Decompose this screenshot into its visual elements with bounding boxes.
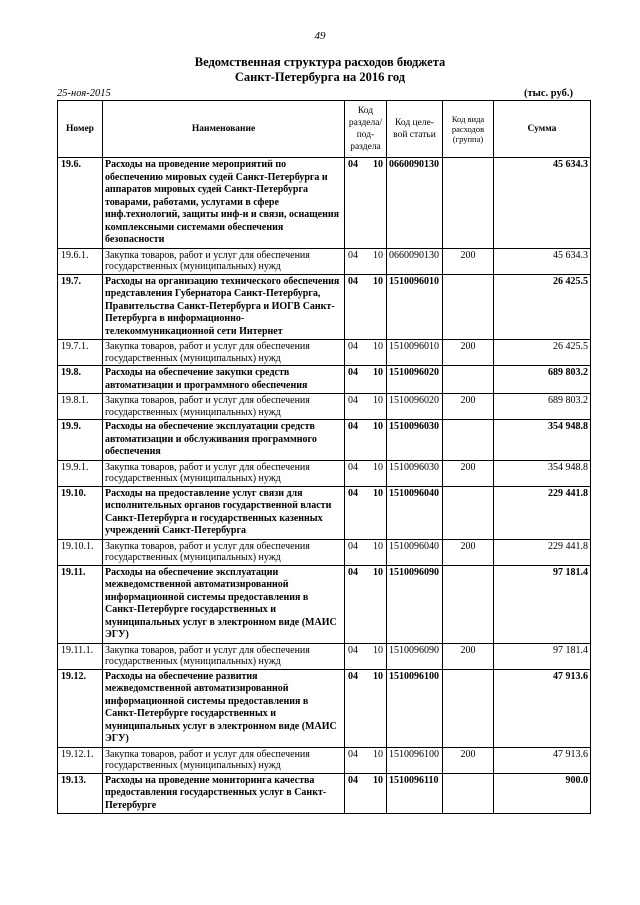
table-row (58, 747, 591, 773)
row-name: Закупка товаров, работ и услуг для обеспечения государственных (муниципальных) нужд (103, 248, 345, 274)
table-row (58, 340, 591, 366)
row-sum: 97 181.4 (494, 643, 591, 669)
row-article-code: 1510096100 (387, 669, 443, 747)
row-name: Расходы на проведение мероприятий по обеспечению мировых судей Санкт-Петербурга и аппаратов мировых судей Санкт-Петербурга товарами, работами, услугами в сфере инф.технологий, защиты инф-и и связи, оснащения комплексными системами обеспечения безопасности (103, 158, 345, 249)
row-section-code (345, 394, 387, 420)
row-sum: 229 441.8 (494, 486, 591, 539)
row-sum: 229 441.8 (494, 539, 591, 565)
row-number: 19.6. (58, 158, 103, 249)
row-number: 19.12.1. (58, 747, 103, 773)
row-article-code: 1510096040 (387, 539, 443, 565)
row-number: 19.10. (58, 486, 103, 539)
row-article-code: 1510096030 (387, 420, 443, 461)
units-label: (тыс. руб.) (524, 88, 573, 99)
row-expense-group: 200 (443, 248, 494, 274)
section-code: 04 (348, 566, 358, 578)
subsection-code: 10 (373, 275, 383, 287)
section-code: 04 (348, 249, 358, 261)
row-section-code (345, 486, 387, 539)
row-section-code (345, 158, 387, 249)
header-article-code: Код целе-вой статьи (387, 101, 443, 158)
subsection-code: 10 (373, 367, 383, 378)
section-code: 04 (348, 540, 358, 552)
section-code: 04 (348, 487, 358, 499)
row-section-code (345, 773, 387, 814)
section-code: 04 (348, 159, 358, 170)
table-row (58, 158, 591, 249)
row-sum: 689 803.2 (494, 394, 591, 420)
row-expense-group (443, 486, 494, 539)
section-code: 04 (348, 774, 358, 786)
table-row (58, 394, 591, 420)
row-expense-group (443, 669, 494, 747)
row-sum: 97 181.4 (494, 565, 591, 643)
table-row (58, 773, 591, 814)
row-name: Расходы на обеспечение эксплуатации межведомственной автоматизированной информационной системы предоставления в Санкт-Петербурге государственных и муниципальных услуг в электронном виде (МАИС ЭГУ) (103, 565, 345, 643)
row-article-code: 1510096010 (387, 274, 443, 340)
row-name: Закупка товаров, работ и услуг для обеспечения государственных (муниципальных) нужд (103, 539, 345, 565)
row-sum: 354 948.8 (494, 420, 591, 461)
subsection-code: 10 (373, 159, 383, 170)
row-expense-group (443, 773, 494, 814)
row-article-code: 1510096110 (387, 773, 443, 814)
row-section-code (345, 274, 387, 340)
row-section-code (345, 340, 387, 366)
row-section-code (345, 669, 387, 747)
row-expense-group: 200 (443, 340, 494, 366)
subsection-code: 10 (373, 487, 383, 499)
row-sum: 689 803.2 (494, 366, 591, 394)
row-number: 19.8.1. (58, 394, 103, 420)
row-name: Расходы на организацию технического обеспечения представления Губернатора Санкт-Петербурга, Правительства Санкт-Петербурга и ИОГВ Санкт-Петербурга в информационно-телекоммуникационной сети Интернет (103, 274, 345, 340)
subsection-code: 10 (373, 421, 383, 432)
subsection-code: 10 (373, 566, 383, 578)
subsection-code: 10 (373, 644, 383, 656)
row-expense-group: 200 (443, 460, 494, 486)
table-header-row (58, 101, 591, 158)
row-section-code (345, 747, 387, 773)
table-row (58, 669, 591, 747)
subsection-code: 10 (373, 748, 383, 760)
header-number: Номер (58, 101, 103, 158)
row-section-code (345, 539, 387, 565)
row-name: Расходы на обеспечение закупки средств автоматизации и программного обеспечения (103, 366, 345, 394)
row-name: Закупка товаров, работ и услуг для обеспечения государственных (муниципальных) нужд (103, 394, 345, 420)
subsection-code: 10 (373, 670, 383, 682)
table-row (58, 643, 591, 669)
subsection-code: 10 (373, 774, 383, 786)
row-article-code: 1510096020 (387, 394, 443, 420)
section-code: 04 (348, 275, 358, 287)
row-expense-group: 200 (443, 643, 494, 669)
row-sum: 45 634.3 (494, 248, 591, 274)
page-number: 49 (314, 30, 326, 42)
row-number: 19.11. (58, 565, 103, 643)
row-sum: 26 425.5 (494, 340, 591, 366)
subsection-code: 10 (373, 540, 383, 552)
row-article-code: 1510096020 (387, 366, 443, 394)
table-row (58, 420, 591, 461)
row-sum: 900.0 (494, 773, 591, 814)
row-number: 19.10.1. (58, 539, 103, 565)
row-name: Расходы на обеспечение развития межведомственной автоматизированной информационной системы предоставления в Санкт-Петербурге государственных и муниципальных услуг в электронном виде (МАИС ЭГУ) (103, 669, 345, 747)
title-line-2: Санкт-Петербурга на 2016 год (234, 70, 406, 84)
row-name: Расходы на предоставление услуг связи для исполнительных органов государственной власти Санкт-Петербурга и государственных казенных учреждений Санкт-Петербурга (103, 486, 345, 539)
row-sum: 47 913.6 (494, 669, 591, 747)
row-name: Закупка товаров, работ и услуг для обеспечения государственных (муниципальных) нужд (103, 340, 345, 366)
row-section-code (345, 420, 387, 461)
row-name: Закупка товаров, работ и услуг для обеспечения государственных (муниципальных) нужд (103, 460, 345, 486)
row-expense-group: 200 (443, 539, 494, 565)
table-row (58, 274, 591, 340)
table-row (58, 460, 591, 486)
row-number: 19.13. (58, 773, 103, 814)
table-row (58, 539, 591, 565)
row-article-code: 1510096040 (387, 486, 443, 539)
section-code: 04 (348, 367, 358, 378)
row-expense-group (443, 565, 494, 643)
row-sum: 354 948.8 (494, 460, 591, 486)
row-number: 19.7.1. (58, 340, 103, 366)
row-expense-group (443, 366, 494, 394)
row-sum: 26 425.5 (494, 274, 591, 340)
row-section-code (345, 565, 387, 643)
row-article-code: 0660090130 (387, 158, 443, 249)
header-expense-type-code: Код вида расходов (группа) (443, 101, 494, 158)
section-code: 04 (348, 461, 358, 473)
document-title (0, 55, 640, 85)
row-article-code: 1510096090 (387, 565, 443, 643)
row-name: Закупка товаров, работ и услуг для обеспечения государственных (муниципальных) нужд (103, 643, 345, 669)
row-name: Закупка товаров, работ и услуг для обеспечения государственных (муниципальных) нужд (103, 747, 345, 773)
section-code: 04 (348, 670, 358, 682)
row-expense-group: 200 (443, 747, 494, 773)
row-article-code: 1510096090 (387, 643, 443, 669)
header-section-code: Код раздела/ под-раздела (345, 101, 387, 158)
row-article-code: 1510096010 (387, 340, 443, 366)
row-sum: 45 634.3 (494, 158, 591, 249)
row-sum: 47 913.6 (494, 747, 591, 773)
row-expense-group (443, 274, 494, 340)
section-code: 04 (348, 421, 358, 432)
row-name: Расходы на обеспечение эксплуатации средств автоматизации и обслуживания программного обеспечения (103, 420, 345, 461)
subsection-code: 10 (373, 341, 383, 352)
table-row (58, 565, 591, 643)
subsection-code: 10 (373, 395, 383, 406)
document-date: 25-ноя-2015 (57, 88, 111, 99)
row-expense-group (443, 158, 494, 249)
row-expense-group: 200 (443, 394, 494, 420)
section-code: 04 (348, 395, 358, 406)
section-code: 04 (348, 341, 358, 352)
table-row (58, 248, 591, 274)
row-number: 19.6.1. (58, 248, 103, 274)
row-section-code (345, 460, 387, 486)
row-number: 19.12. (58, 669, 103, 747)
row-number: 19.7. (58, 274, 103, 340)
header-sum: Сумма (494, 101, 591, 158)
subsection-code: 10 (373, 249, 383, 261)
section-code: 04 (348, 644, 358, 656)
row-number: 19.9. (58, 420, 103, 461)
table-row (58, 486, 591, 539)
section-code: 04 (348, 748, 358, 760)
table-row (58, 366, 591, 394)
subsection-code: 10 (373, 461, 383, 473)
row-expense-group (443, 420, 494, 461)
row-section-code (345, 366, 387, 394)
title-line-1: Ведомственная структура расходов бюджета (194, 55, 446, 69)
header-name: Наименование (103, 101, 345, 158)
row-number: 19.11.1. (58, 643, 103, 669)
row-number: 19.9.1. (58, 460, 103, 486)
row-section-code (345, 643, 387, 669)
row-number: 19.8. (58, 366, 103, 394)
row-article-code: 1510096030 (387, 460, 443, 486)
budget-table (57, 100, 591, 814)
row-article-code: 1510096100 (387, 747, 443, 773)
row-name: Расходы на проведение мониторинга качества предоставления государственных услуг в Санкт-Петербурге (103, 773, 345, 814)
row-section-code (345, 248, 387, 274)
row-article-code: 0660090130 (387, 248, 443, 274)
